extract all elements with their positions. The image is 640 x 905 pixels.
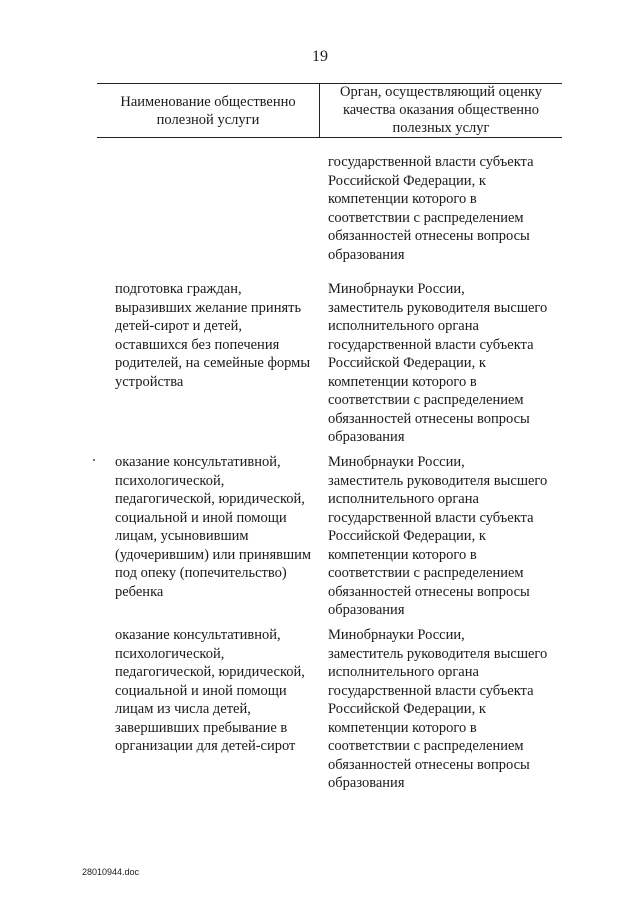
header-authority xyxy=(320,83,562,137)
table-header-bottom-rule xyxy=(97,137,562,138)
table-row-authority: государственной власти субъекта Российской Федерации, к компетенции которого в соответствии с распределением обязанностей отнесены вопросы образования xyxy=(328,154,534,263)
header-service-name xyxy=(97,93,319,129)
table-row-service: оказание консультативной, психологической, педагогической, юридической, социальной и иной помощи лицам из числа детей, завершивших пребывание в организации для детей-сирот xyxy=(115,627,305,754)
table-row-authority: Минобрнауки России, заместитель руководителя высшего исполнительного органа государственной власти субъекта Российской Федерации, к компетенции которого в соответствии с распределением обязанностей отнесены вопросы образования xyxy=(328,281,548,445)
header-authority-line: Орган, осуществляющий оценку xyxy=(340,84,542,100)
page-number: 19 xyxy=(312,48,328,65)
header-authority-line: полезных услуг xyxy=(392,120,490,136)
header-authority-line: качества оказания общественно xyxy=(342,102,540,118)
table-row-service: оказание консультативной, психологической, педагогической, юридической, социальной и иной помощи лицам, усыновившим (удочерившим) или принявшим под опеку (попечительство) ребенка xyxy=(115,454,312,600)
document-filename: 28010944.doc xyxy=(82,867,140,877)
table-row-service: подготовка граждан, выразивших желание принять детей-сирот и детей, оставшихся без попечения родителей, на семейные формы устройства xyxy=(115,281,311,390)
header-service-name-line: полезной услуги xyxy=(156,112,260,128)
stray-mark xyxy=(93,459,95,461)
table-row-authority: Минобрнауки России, заместитель руководителя высшего исполнительного органа государственной власти субъекта Российской Федерации, к компетенции которого в соответствии с распределением обязанностей отнесены вопросы образования xyxy=(328,627,548,791)
table-row-authority: Минобрнауки России, заместитель руководителя высшего исполнительного органа государственной власти субъекта Российской Федерации, к компетенции которого в соответствии с распределением обязанностей отнесены вопросы образования xyxy=(328,454,548,618)
header-service-name-line: Наименование общественно xyxy=(120,94,296,110)
